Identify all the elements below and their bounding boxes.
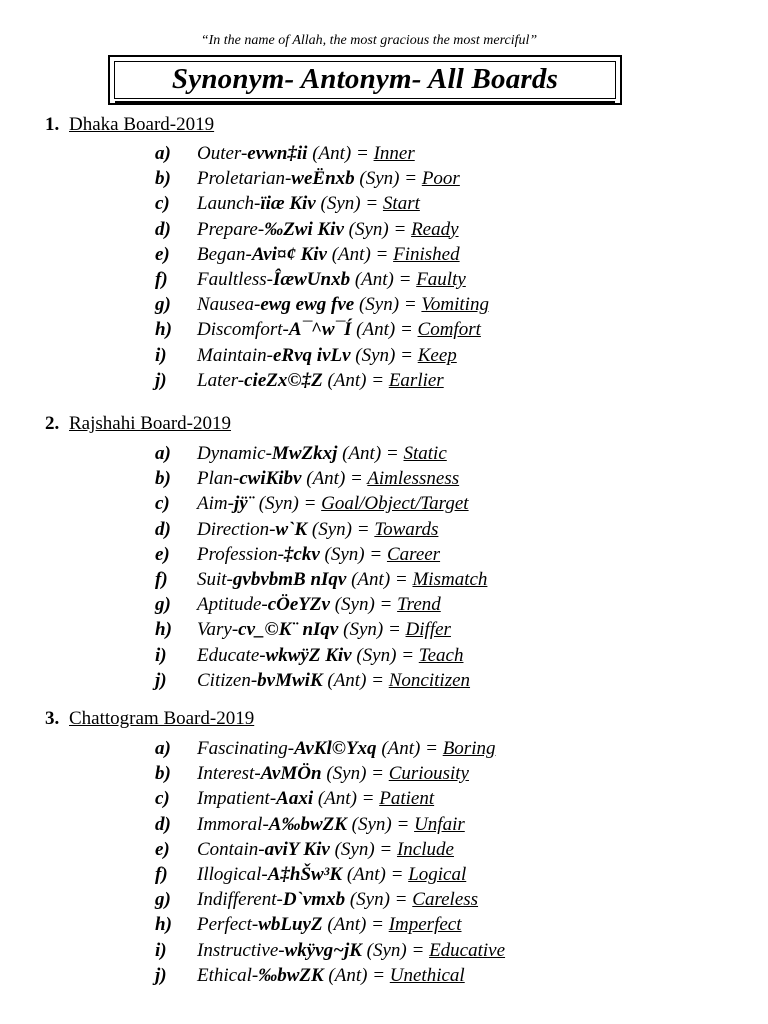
item-bangla: ‡ckv	[283, 543, 320, 565]
item-letter: e)	[155, 243, 170, 265]
item-word: Educate-	[197, 644, 266, 666]
item-answer: Aimlessness	[367, 468, 460, 490]
list-item	[155, 168, 460, 193]
item-bangla: wkÿvg~jK	[284, 939, 362, 961]
item-type: (Syn) =	[326, 763, 384, 785]
item-bangla: evwn‡ii	[247, 143, 308, 164]
item-answer: Boring	[442, 738, 496, 759]
list-item	[155, 443, 447, 468]
item-answer: Noncitizen	[388, 669, 471, 691]
item-bangla: cieZx©‡Z	[244, 369, 323, 391]
list-item	[155, 670, 470, 695]
item-word: Nausea-	[197, 294, 261, 316]
item-answer: Finished	[393, 243, 460, 265]
list-item	[155, 814, 465, 839]
item-word: Proletarian-	[197, 168, 292, 190]
item-bangla: wkwÿZ Kiv	[265, 644, 352, 666]
item-letter: i)	[155, 644, 167, 666]
item-type: (Ant) =	[331, 243, 389, 265]
item-answer: Trend	[397, 594, 441, 616]
section-name: Chattogram Board-2019	[69, 708, 255, 729]
item-word: Illogical-	[197, 864, 268, 885]
list-item	[155, 594, 441, 619]
item-bangla: MwZkxj	[271, 443, 338, 464]
item-type: (Syn) =	[358, 294, 417, 316]
list-item	[155, 839, 454, 864]
item-letter: f)	[155, 864, 168, 885]
list-item	[155, 219, 459, 244]
section-heading	[45, 114, 214, 136]
item-type: (Ant) =	[306, 468, 363, 490]
item-word: Instructive-	[197, 939, 285, 961]
item-answer: Curiousity	[388, 763, 469, 785]
item-word: Ethical-	[197, 964, 259, 986]
item-type: (Syn) =	[351, 813, 410, 835]
item-letter: g)	[155, 294, 171, 316]
list-item	[155, 493, 469, 518]
item-type: (Ant) =	[381, 738, 438, 759]
section-number: 2.	[45, 413, 60, 434]
item-letter: a)	[155, 738, 171, 759]
list-item	[155, 370, 444, 395]
title-box	[108, 55, 622, 105]
item-type: (Syn) =	[324, 543, 383, 565]
item-answer: Vomiting	[421, 294, 489, 316]
item-letter: e)	[155, 543, 170, 565]
item-word: Outer-	[197, 143, 248, 164]
list-item	[155, 269, 466, 294]
item-word: Direction-	[197, 518, 276, 540]
item-type: (Syn) =	[359, 168, 418, 190]
item-word: Citizen-	[197, 669, 258, 691]
item-bangla: w`K	[275, 518, 308, 540]
item-letter: h)	[155, 619, 172, 641]
item-answer: Poor	[421, 168, 460, 190]
item-answer: Inner	[373, 143, 415, 164]
item-bangla: aviY Kiv	[264, 838, 330, 860]
list-item	[155, 468, 459, 493]
item-letter: d)	[155, 218, 171, 240]
item-letter: h)	[155, 914, 172, 936]
item-word: Vary-	[197, 619, 239, 641]
item-answer: Earlier	[388, 369, 444, 391]
item-type: (Ant) =	[327, 369, 385, 391]
list-item	[155, 645, 463, 670]
item-bangla: eRvq ivLv	[273, 344, 351, 366]
item-word: Perfect-	[197, 914, 259, 936]
item-answer: Unfair	[414, 813, 465, 835]
list-item	[155, 889, 478, 914]
item-answer: Career	[386, 543, 441, 565]
item-bangla: D`vmxb	[282, 889, 346, 911]
item-bangla: ‰Zwi Kiv	[264, 218, 344, 240]
item-letter: f)	[155, 269, 168, 290]
item-word: Contain-	[197, 838, 265, 860]
section-name: Rajshahi Board-2019	[69, 413, 232, 434]
item-bangla: AvKl©Yxq	[294, 738, 377, 759]
item-bangla: wbLuyZ	[258, 914, 323, 936]
item-letter: a)	[155, 143, 171, 164]
item-word: Profession-	[197, 543, 284, 565]
item-bangla: bvMwiK	[257, 669, 323, 691]
item-bangla: Avi¤¢ Kiv	[251, 243, 327, 265]
item-type: (Ant) =	[317, 788, 375, 810]
item-type: (Syn) =	[366, 939, 425, 961]
item-type: (Ant) =	[342, 443, 399, 464]
item-word: Dynamic-	[197, 443, 272, 464]
item-letter: j)	[155, 369, 167, 391]
item-answer: Ready	[411, 218, 459, 240]
list-item	[155, 914, 462, 939]
list-item	[155, 738, 495, 763]
item-type: (Syn) =	[356, 644, 415, 666]
item-type: (Ant) =	[356, 319, 413, 341]
item-type: (Ant) =	[327, 914, 384, 936]
list-item	[155, 788, 434, 813]
list-item	[155, 569, 487, 594]
item-letter: i)	[155, 939, 167, 961]
item-word: Launch-	[197, 193, 261, 215]
list-item	[155, 965, 465, 990]
item-type: (Ant) =	[327, 669, 384, 691]
item-answer: Start	[382, 193, 420, 215]
item-answer: Logical	[408, 864, 467, 885]
item-type: (Syn) =	[343, 619, 401, 641]
item-word: Later-	[197, 369, 245, 391]
item-word: Indifferent-	[197, 889, 283, 911]
item-type: (Syn) =	[348, 218, 407, 240]
bismillah-line: “In the name of Allah, the most gracious the most merciful”	[200, 33, 538, 48]
item-bangla: ewg ewg fve	[260, 294, 355, 316]
item-bangla: weËnxb	[291, 168, 355, 190]
item-answer: Static	[403, 443, 447, 464]
item-letter: b)	[155, 468, 171, 490]
item-answer: Imperfect	[388, 914, 462, 936]
item-type: (Syn) =	[355, 344, 413, 366]
item-type: (Syn) =	[349, 889, 408, 911]
item-bangla: A‰bwZK	[268, 813, 347, 835]
item-word: Prepare-	[197, 218, 265, 240]
item-bangla: cv_©K¨ nIqv	[238, 619, 339, 641]
item-answer: Comfort	[417, 319, 481, 341]
item-word: Maintain-	[197, 344, 273, 366]
item-answer: Teach	[418, 644, 464, 666]
item-word: Impatient-	[197, 788, 277, 810]
item-letter: c)	[155, 788, 170, 810]
item-bangla: cwiKibv	[239, 468, 302, 490]
item-word: Plan-	[197, 468, 240, 490]
item-word: Began-	[197, 243, 252, 265]
item-bangla: A‡hŠw³K	[267, 864, 343, 885]
item-bangla: ‰bwZK	[258, 964, 324, 986]
page-title: Synonym- Antonym- All Boards	[171, 63, 559, 95]
item-answer: Mismatch	[412, 569, 488, 590]
item-letter: a)	[155, 443, 171, 464]
item-answer: Differ	[405, 619, 451, 641]
item-letter: f)	[155, 569, 168, 590]
section-number: 1.	[45, 114, 60, 135]
item-letter: j)	[155, 964, 167, 986]
item-bangla: jÿ¨	[233, 493, 254, 515]
item-type: (Ant) =	[351, 569, 408, 590]
section-heading	[45, 413, 231, 435]
item-answer: Towards	[374, 518, 439, 540]
list-item	[155, 345, 457, 370]
item-word: Discomfort-	[197, 319, 289, 341]
item-letter: d)	[155, 813, 171, 835]
item-type: (Ant) =	[328, 964, 386, 986]
section-heading	[45, 708, 254, 730]
list-item	[155, 294, 489, 319]
item-word: Interest-	[197, 763, 261, 785]
list-item	[155, 193, 420, 218]
item-letter: c)	[155, 493, 170, 515]
item-type: (Syn) =	[311, 518, 370, 540]
item-bangla: gvbvbmB nIqv	[232, 569, 347, 590]
item-word: Suit-	[197, 569, 233, 590]
item-type: (Syn) =	[320, 193, 379, 215]
item-type: (Syn) =	[258, 493, 317, 515]
item-answer: Unethical	[389, 964, 465, 986]
item-word: Aim-	[197, 493, 234, 515]
item-answer: Careless	[412, 889, 479, 911]
item-type: (Ant) =	[346, 864, 404, 885]
list-item	[155, 519, 438, 544]
item-letter: h)	[155, 319, 172, 341]
list-item	[155, 864, 466, 889]
list-item	[155, 619, 451, 644]
item-letter: d)	[155, 518, 171, 540]
item-answer: Keep	[417, 344, 457, 366]
item-bangla: cÖeYZv	[267, 594, 330, 616]
item-bangla: ïiæ Kiv	[260, 193, 316, 215]
item-bangla: Aaxi	[276, 788, 314, 810]
item-letter: b)	[155, 168, 171, 190]
item-type: (Ant) =	[312, 143, 369, 164]
item-bangla: A¯^w¯Í	[288, 319, 352, 341]
list-item	[155, 940, 505, 965]
item-answer: Educative	[429, 939, 506, 961]
section-name: Dhaka Board-2019	[69, 114, 215, 135]
item-letter: c)	[155, 193, 170, 215]
list-item	[155, 544, 440, 569]
item-bangla: AvMÖn	[260, 763, 322, 785]
item-word: Immoral-	[197, 813, 269, 835]
list-item	[155, 143, 415, 168]
item-letter: e)	[155, 838, 170, 860]
item-word: Faultless-	[197, 269, 273, 290]
item-answer: Goal/Object/Target	[321, 493, 469, 515]
item-type: (Syn) =	[334, 838, 393, 860]
item-word: Fascinating-	[197, 738, 295, 759]
item-type: (Ant) =	[354, 269, 412, 290]
item-letter: j)	[155, 669, 167, 691]
list-item	[155, 763, 469, 788]
item-letter: g)	[155, 594, 171, 616]
item-letter: b)	[155, 763, 171, 785]
list-item	[155, 319, 481, 344]
item-letter: g)	[155, 889, 171, 911]
list-item	[155, 244, 460, 269]
item-answer: Include	[396, 838, 454, 860]
section-number: 3.	[45, 708, 60, 729]
item-answer: Patient	[379, 788, 435, 810]
item-bangla: ÎæwUnxb	[273, 269, 351, 290]
item-letter: i)	[155, 344, 167, 366]
item-type: (Syn) =	[334, 594, 393, 616]
item-word: Aptitude-	[197, 594, 268, 616]
item-answer: Faulty	[416, 269, 466, 290]
